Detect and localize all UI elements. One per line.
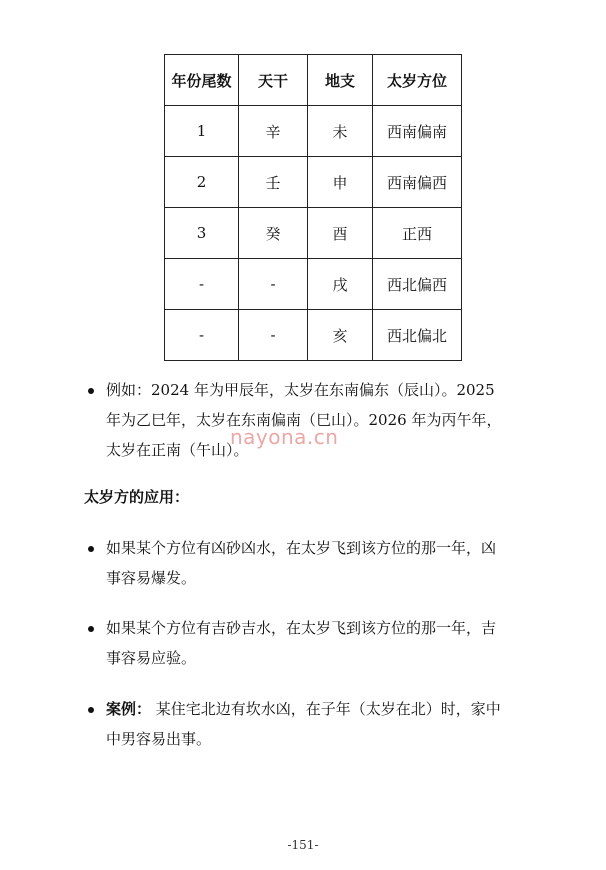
section-heading: 太岁方的应用： — [84, 488, 190, 506]
table-row — [165, 259, 462, 310]
bullet-line: 事容易爆发。 — [106, 569, 197, 587]
header-tiangan: 天干 — [239, 55, 308, 106]
case-label: 案例： — [106, 700, 152, 718]
bullet-item — [106, 613, 548, 673]
cell-tiangan: - — [239, 310, 308, 361]
cell-tiangan: 辛 — [239, 106, 308, 157]
cell-dizhi: 亥 — [308, 310, 373, 361]
cell-year-digit: - — [165, 259, 239, 310]
table-header-row — [165, 55, 462, 106]
case-text: 某住宅北边有坎水凶，在子年（太岁在北）时，家中 — [151, 700, 501, 718]
table-row — [165, 310, 462, 361]
cell-year-digit: 1 — [165, 106, 239, 157]
case-line: 中男容易出事。 — [106, 730, 212, 748]
cell-year-digit: 3 — [165, 208, 239, 259]
bullet-dot — [88, 626, 94, 632]
cell-direction: 西南偏西 — [373, 157, 462, 208]
cell-dizhi: 未 — [308, 106, 373, 157]
bullet-line: 如果某个方位有吉砂吉水，在太岁飞到该方位的那一年，吉 — [106, 619, 497, 637]
cell-year-digit: 2 — [165, 157, 239, 208]
bullet-line: 如果某个方位有凶砂凶水，在太岁飞到该方位的那一年，凶 — [106, 539, 497, 557]
cell-year-digit: - — [165, 310, 239, 361]
table-row — [165, 208, 462, 259]
table-row — [165, 157, 462, 208]
cell-direction: 正西 — [373, 208, 462, 259]
bullet-line: 事容易应验。 — [106, 649, 197, 667]
cell-dizhi: 戌 — [308, 259, 373, 310]
header-year-digit: 年份尾数 — [165, 55, 239, 106]
cell-dizhi: 酉 — [308, 208, 373, 259]
case-item — [106, 694, 548, 754]
bullet-dot — [88, 546, 94, 552]
cell-direction: 西北偏西 — [373, 259, 462, 310]
taisui-direction-table — [164, 54, 462, 361]
cell-dizhi: 申 — [308, 157, 373, 208]
example-paragraph — [106, 375, 548, 465]
case-line — [106, 694, 548, 724]
bullet-dot — [88, 388, 94, 394]
bullet-item — [106, 533, 548, 593]
cell-tiangan: - — [239, 259, 308, 310]
cell-direction: 西南偏南 — [373, 106, 462, 157]
cell-direction: 西北偏北 — [373, 310, 462, 361]
example-line: 例如：2024 年为甲辰年，太岁在东南偏东（辰山）。2025 — [106, 381, 495, 399]
header-taisui-direction: 太岁方位 — [373, 55, 462, 106]
page-number: -151- — [287, 838, 319, 852]
watermark: nayona.cn — [230, 425, 339, 449]
cell-tiangan: 癸 — [239, 208, 308, 259]
cell-tiangan: 壬 — [239, 157, 308, 208]
example-line: 年为乙巳年，太岁在东南偏南（巳山）。2026 年为丙午年， — [106, 411, 502, 429]
bullet-dot — [88, 707, 94, 713]
header-dizhi: 地支 — [308, 55, 373, 106]
example-line: 太岁在正南（午山）。 — [106, 441, 249, 459]
table-row — [165, 106, 462, 157]
